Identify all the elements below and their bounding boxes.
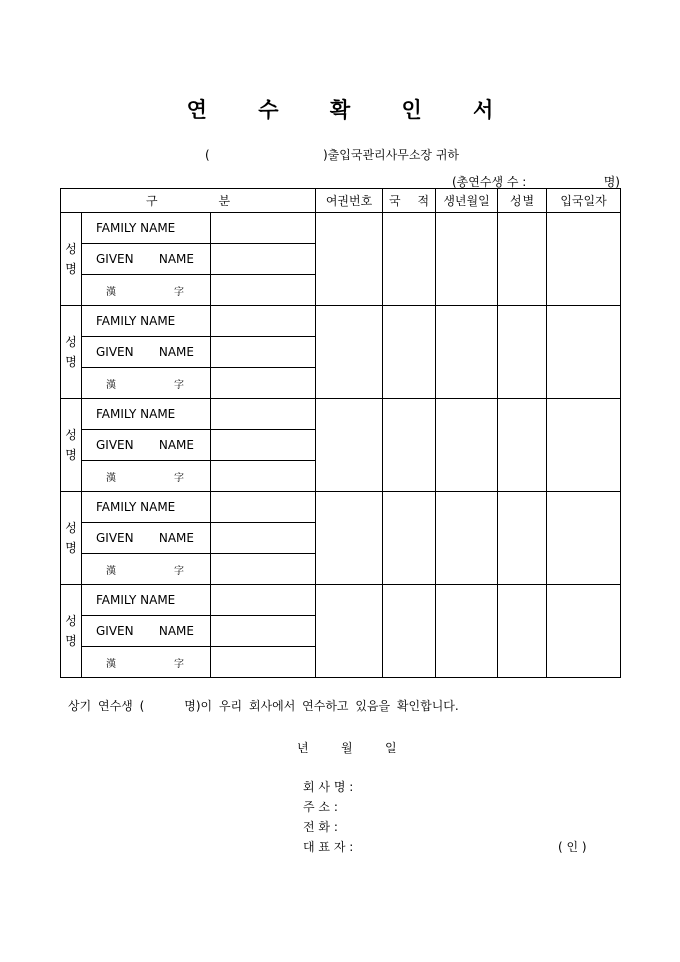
name-entry-cell[interactable]	[211, 275, 316, 306]
nationality-cell[interactable]	[383, 399, 436, 492]
confirm-pre: 상기 연수생 (	[68, 699, 145, 713]
hanja-name-label: 漢 字	[82, 461, 211, 492]
entry-date-cell[interactable]	[547, 399, 621, 492]
name-vertical-label: 성 명	[61, 306, 82, 399]
hanja-name-label: 漢 字	[82, 554, 211, 585]
birthdate-cell[interactable]	[436, 306, 498, 399]
birthdate-cell[interactable]	[436, 585, 498, 678]
hanja-name-label: 漢 字	[82, 368, 211, 399]
nationality-cell[interactable]	[383, 492, 436, 585]
sex-cell[interactable]	[498, 306, 547, 399]
nationality-cell[interactable]	[383, 585, 436, 678]
nationality-cell[interactable]	[383, 213, 436, 306]
entry-date-cell[interactable]	[547, 306, 621, 399]
trainee-table	[60, 188, 621, 678]
company-name-line: 회 사 명 :	[303, 780, 354, 794]
sex-cell[interactable]	[498, 492, 547, 585]
date-year: 년	[297, 741, 309, 755]
trainee-row	[61, 585, 621, 616]
passport-cell[interactable]	[316, 306, 383, 399]
name-entry-cell[interactable]	[211, 554, 316, 585]
family-name-label: FAMILY NAME	[82, 306, 211, 337]
date-month: 월	[341, 741, 353, 755]
name-entry-cell[interactable]	[211, 244, 316, 275]
confirm-post: 명)이 우리 회사에서 연수하고 있음을 확인합니다.	[184, 699, 459, 713]
date-line	[297, 739, 429, 756]
family-name-label: FAMILY NAME	[82, 585, 211, 616]
given-name-label: GIVEN NAME	[82, 430, 211, 461]
count-label: (총연수생 수 :	[452, 175, 527, 189]
name-vertical-label: 성 명	[61, 585, 82, 678]
sex-cell[interactable]	[498, 585, 547, 678]
birthdate-cell[interactable]	[436, 492, 498, 585]
trainee-row	[61, 213, 621, 244]
addressee-open: (	[205, 148, 210, 162]
seal-mark: ( 인 )	[558, 840, 587, 854]
birthdate-cell[interactable]	[436, 213, 498, 306]
trainee-row	[61, 399, 621, 430]
header-row	[61, 189, 621, 213]
confirmation-statement	[68, 697, 459, 714]
birthdate-cell[interactable]	[436, 399, 498, 492]
family-name-label: FAMILY NAME	[82, 492, 211, 523]
trainee-row	[61, 306, 621, 337]
trainee-row	[61, 492, 621, 523]
name-entry-cell[interactable]	[211, 430, 316, 461]
name-vertical-label: 성 명	[61, 213, 82, 306]
entry-date-cell[interactable]	[547, 492, 621, 585]
family-name-label: FAMILY NAME	[82, 213, 211, 244]
given-name-label: GIVEN NAME	[82, 244, 211, 275]
name-entry-cell[interactable]	[211, 213, 316, 244]
entry-date-cell[interactable]	[547, 585, 621, 678]
name-vertical-label: 성 명	[61, 399, 82, 492]
entry-date-cell[interactable]	[547, 213, 621, 306]
name-entry-cell[interactable]	[211, 306, 316, 337]
name-entry-cell[interactable]	[211, 368, 316, 399]
header-passport: 여권번호	[316, 189, 383, 213]
name-entry-cell[interactable]	[211, 461, 316, 492]
hanja-name-label: 漢 字	[82, 275, 211, 306]
nationality-cell[interactable]	[383, 306, 436, 399]
header-birthdate: 생년월일	[436, 189, 498, 213]
sex-cell[interactable]	[498, 213, 547, 306]
name-entry-cell[interactable]	[211, 616, 316, 647]
phone-line: 전 화 :	[303, 820, 338, 834]
passport-cell[interactable]	[316, 585, 383, 678]
representative-line: 대 표 자 :	[303, 840, 354, 854]
sex-cell[interactable]	[498, 399, 547, 492]
header-sex: 성 별	[498, 189, 547, 213]
header-entry-date: 입국일자	[547, 189, 621, 213]
addressee-line	[205, 146, 459, 163]
name-entry-cell[interactable]	[211, 337, 316, 368]
header-nationality: 국 적	[383, 189, 436, 213]
date-day: 일	[385, 741, 397, 755]
passport-cell[interactable]	[316, 399, 383, 492]
address-line: 주 소 :	[303, 800, 338, 814]
given-name-label: GIVEN NAME	[82, 523, 211, 554]
name-entry-cell[interactable]	[211, 647, 316, 678]
addressee-text: )출입국관리사무소장 귀하	[323, 148, 460, 162]
hanja-name-label: 漢 字	[82, 647, 211, 678]
given-name-label: GIVEN NAME	[82, 616, 211, 647]
count-unit: 명)	[603, 175, 620, 189]
family-name-label: FAMILY NAME	[82, 399, 211, 430]
document-title: 연 수 확 인 서	[186, 98, 516, 122]
given-name-label: GIVEN NAME	[82, 337, 211, 368]
name-entry-cell[interactable]	[211, 585, 316, 616]
header-gubun: 구 분	[61, 189, 316, 213]
passport-cell[interactable]	[316, 213, 383, 306]
name-entry-cell[interactable]	[211, 492, 316, 523]
name-entry-cell[interactable]	[211, 523, 316, 554]
name-vertical-label: 성 명	[61, 492, 82, 585]
passport-cell[interactable]	[316, 492, 383, 585]
name-entry-cell[interactable]	[211, 399, 316, 430]
